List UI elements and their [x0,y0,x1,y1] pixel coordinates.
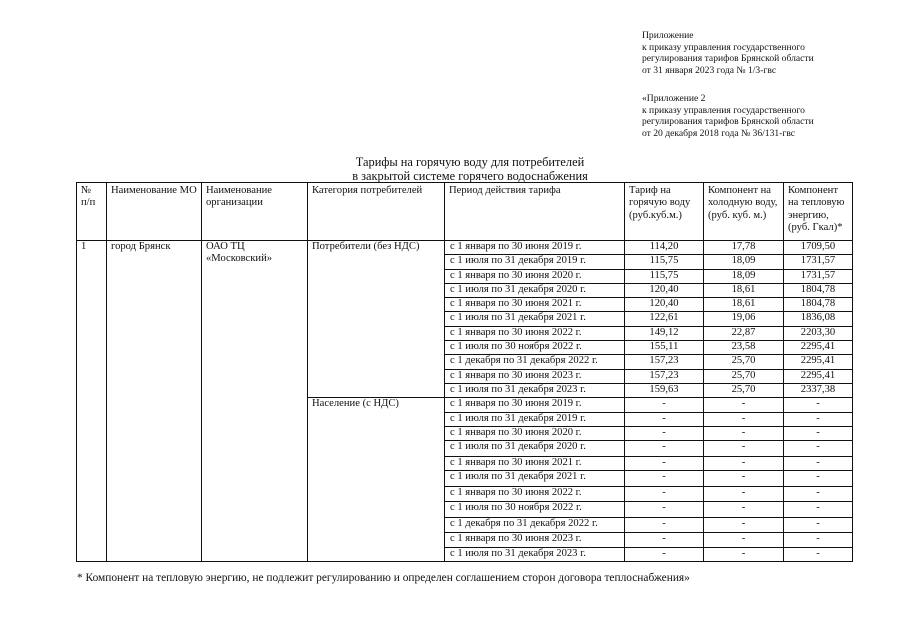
cold-water-component-cell: - [704,441,784,457]
period-cell: с 1 июля по 30 ноября 2022 г. [445,502,625,518]
appendix-line: от 20 декабря 2018 года № 36/131-гвс [642,127,796,139]
category-cell: Население (с НДС) [308,398,445,562]
cold-water-component-cell: - [704,517,784,533]
cold-water-component-cell: 25,70 [704,383,784,397]
hot-water-tariff-cell: 149,12 [625,326,704,340]
heat-component-cell: 1836,08 [784,312,853,326]
heat-component-cell: - [784,456,853,470]
cold-water-component-cell: - [704,502,784,518]
hot-water-tariff-cell: 155,11 [625,341,704,355]
hot-water-tariff-cell: - [625,547,704,561]
period-cell: с 1 января по 30 июня 2023 г. [445,369,625,383]
cold-water-component-cell: 18,09 [704,269,784,283]
heat-component-cell: 1731,57 [784,269,853,283]
table-header-row [77,183,853,241]
heat-component-cell: 2337,38 [784,383,853,397]
heat-component-cell: - [784,486,853,502]
hot-water-tariff-cell: - [625,486,704,502]
hot-water-tariff-cell: 159,63 [625,383,704,397]
cold-water-component-cell: 17,78 [704,241,784,255]
hot-water-tariff-cell: 157,23 [625,369,704,383]
cold-water-component-cell: - [704,398,784,412]
period-cell: с 1 января по 30 июня 2021 г. [445,298,625,312]
heat-component-cell: 1709,50 [784,241,853,255]
tariffs-table [76,182,853,562]
heat-component-cell: - [784,412,853,426]
appendix-line: к приказу управления государственного [642,41,805,53]
heat-component-cell: - [784,517,853,533]
heat-component-cell: 2295,41 [784,341,853,355]
table-body [77,241,853,562]
hot-water-tariff-cell: - [625,426,704,440]
cold-water-component-cell: - [704,471,784,487]
footnote: * Компонент на тепловую энергию, не подлежит регулированию и определен соглашением сторон договора теплоснабжения» [77,572,690,584]
hot-water-tariff-cell: 157,23 [625,355,704,369]
header-period: Период действия тарифа [445,183,625,241]
cold-water-component-cell: 25,70 [704,369,784,383]
hot-water-tariff-cell: - [625,398,704,412]
heat-component-cell: 1804,78 [784,283,853,297]
hot-water-tariff-cell: - [625,441,704,457]
cold-water-component-cell: 18,61 [704,283,784,297]
cold-water-component-cell: - [704,426,784,440]
heat-component-cell: 2295,41 [784,369,853,383]
cold-water-component-cell: - [704,412,784,426]
period-cell: с 1 июля по 30 ноября 2022 г. [445,341,625,355]
heat-component-cell: 2203,30 [784,326,853,340]
header-municipality: Наименование МО [107,183,202,241]
period-cell: с 1 января по 30 июня 2020 г. [445,269,625,283]
cold-water-component-cell: 18,09 [704,255,784,269]
header-hot-water-tariff: Тариф на горячую воду (руб.куб.м.) [625,183,704,241]
heat-component-cell: - [784,547,853,561]
cold-water-component-cell: - [704,486,784,502]
cold-water-component-cell: 22,87 [704,326,784,340]
category-cell: Потребители (без НДС) [308,241,445,398]
period-cell: с 1 июля по 31 декабря 2020 г. [445,283,625,297]
table-row [77,241,853,255]
hot-water-tariff-cell: - [625,533,704,547]
row-number-cell: 1 [77,241,107,562]
hot-water-tariff-cell: 120,40 [625,283,704,297]
organization-cell: ОАО ТЦ «Московский» [202,241,308,562]
heat-component-cell: - [784,502,853,518]
document-title [270,155,670,183]
cold-water-component-cell: - [704,547,784,561]
hot-water-tariff-cell: - [625,471,704,487]
period-cell: с 1 июля по 31 декабря 2020 г. [445,441,625,457]
appendix-line: Приложение [642,30,694,41]
hot-water-tariff-cell: - [625,502,704,518]
header-cold-water-component: Компонент на холодную воду, (руб. куб. м.) [704,183,784,241]
header-number: № п/п [77,183,107,241]
heat-component-cell: 1804,78 [784,298,853,312]
hot-water-tariff-cell: 122,61 [625,312,704,326]
header-heat-component: Компонент на тепловую энергию, (руб. Гкал)* [784,183,853,241]
heat-component-cell: - [784,398,853,412]
period-cell: с 1 января по 30 июня 2023 г. [445,533,625,547]
period-cell: с 1 декабря по 31 декабря 2022 г. [445,517,625,533]
cold-water-component-cell: 23,58 [704,341,784,355]
period-cell: с 1 января по 30 июня 2021 г. [445,456,625,470]
hot-water-tariff-cell: 114,20 [625,241,704,255]
header-organization: Наименование организации [202,183,308,241]
cold-water-component-cell: - [704,456,784,470]
hot-water-tariff-cell: 115,75 [625,255,704,269]
appendix-line: регулирования тарифов Брянской области [642,116,814,128]
hot-water-tariff-cell: - [625,412,704,426]
hot-water-tariff-cell: 120,40 [625,298,704,312]
cold-water-component-cell: 18,61 [704,298,784,312]
appendix-line: «Приложение 2 [642,93,706,104]
appendix-previous-reference [642,93,814,139]
hot-water-tariff-cell: 115,75 [625,269,704,283]
heat-component-cell: - [784,441,853,457]
period-cell: с 1 июля по 31 декабря 2019 г. [445,412,625,426]
period-cell: с 1 июля по 31 декабря 2023 г. [445,383,625,397]
cold-water-component-cell: 19,06 [704,312,784,326]
title-line-2: в закрытой системе горячего водоснабжения [352,169,588,183]
heat-component-cell: - [784,471,853,487]
heat-component-cell: - [784,533,853,547]
period-cell: с 1 января по 30 июня 2019 г. [445,398,625,412]
period-cell: с 1 июля по 31 декабря 2023 г. [445,547,625,561]
period-cell: с 1 января по 30 июня 2020 г. [445,426,625,440]
appendix-reference [642,30,814,76]
period-cell: с 1 января по 30 июня 2022 г. [445,326,625,340]
period-cell: с 1 декабря по 31 декабря 2022 г. [445,355,625,369]
period-cell: с 1 января по 30 июня 2022 г. [445,486,625,502]
period-cell: с 1 июля по 31 декабря 2021 г. [445,471,625,487]
hot-water-tariff-cell: - [625,517,704,533]
cold-water-component-cell: - [704,533,784,547]
municipality-cell: город Брянск [107,241,202,562]
period-cell: с 1 июля по 31 декабря 2021 г. [445,312,625,326]
heat-component-cell: 1731,57 [784,255,853,269]
heat-component-cell: - [784,426,853,440]
header-category: Категория потребителей [308,183,445,241]
appendix-line: от 31 января 2023 года № 1/3-гвс [642,64,777,76]
period-cell: с 1 января по 30 июня 2019 г. [445,241,625,255]
title-line-1: Тарифы на горячую воду для потребителей [355,155,585,169]
appendix-line: к приказу управления государственного [642,104,805,116]
hot-water-tariff-cell: - [625,456,704,470]
appendix-line: регулирования тарифов Брянской области [642,53,814,65]
period-cell: с 1 июля по 31 декабря 2019 г. [445,255,625,269]
heat-component-cell: 2295,41 [784,355,853,369]
cold-water-component-cell: 25,70 [704,355,784,369]
